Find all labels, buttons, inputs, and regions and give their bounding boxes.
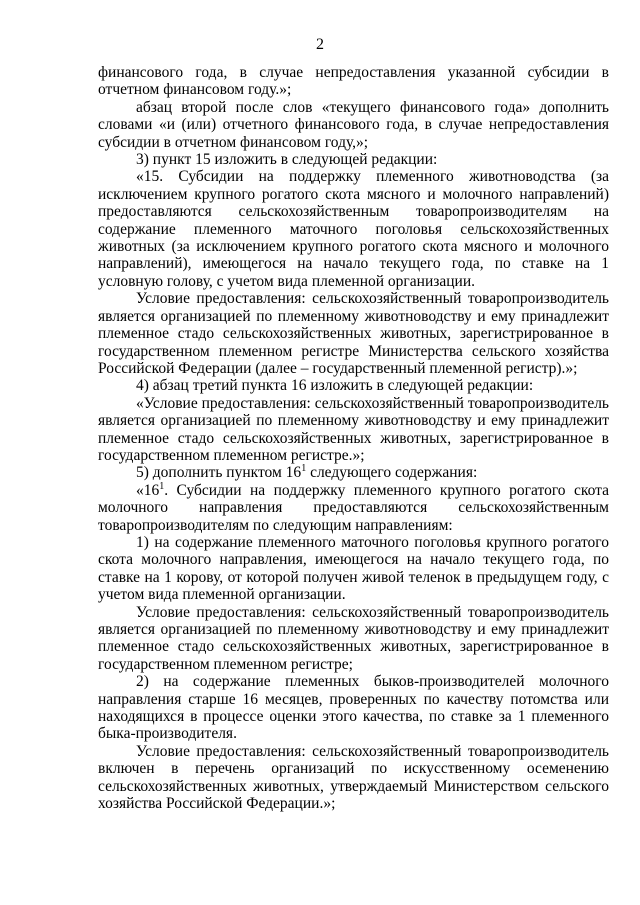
paragraph-text: Условие предоставления: сельскохозяйственный товаропроизводитель является организацией по племенному животноводству и ему принадлежит племенное стадо сельскохозяйственных животных, зарегистрированное в государственном племенном регистре; [98,603,609,673]
paragraph-text: 3) пункт 15 изложить в следующей редакции: [136,151,438,169]
paragraph-text: 2) на содержание племенных быков-производителей молочного направления старше 16 месяцев, проверенных по качеству потомства или находящихся в процессе оценки этого качества, по ставке за 1 племенного быка-производителя. [98,673,609,743]
superscript: 1 [159,480,165,492]
paragraph [98,151,609,168]
paragraph [98,64,609,99]
paragraph-text: абзац второй после слов «текущего финансового года» дополнить словами «и (или) отчетного финансового года, в случае непредоставления субсидии в отчетном финансовом году,»; [98,98,609,151]
paragraph [98,482,609,534]
paragraph [98,743,609,813]
paragraph-text: «Условие предоставления: сельскохозяйственный товаропроизводитель является организацией по племенному животноводству и ему принадлежит племенное стадо сельскохозяйственных животных, зарегистрированное в государственном племенном регистре.»; [98,394,609,464]
paragraph-text: . Субсидии на поддержку племенного крупного рогатого скота молочного направления предоставляются сельскохозяйственным товаропроизводителям по следующим направлениям: [98,481,609,534]
paragraph-text: Условие предоставления: сельскохозяйственный товаропроизводитель включен в перечень организаций по искусственному осеменению сельскохозяйственных животных, утверждаемый Министерством сельского хозяйства Российской Федерации.»; [98,742,609,813]
paragraph-text: финансового года, в случае непредоставления указанной субсидии в отчетном финансовом году.»; [98,64,609,99]
paragraph [98,290,609,377]
paragraph [98,673,609,743]
superscript: 1 [301,463,307,475]
paragraph-text: «15. Субсидии на поддержку племенного животноводства (за исключением крупного рогатого скота мясного и молочного направлений) предоставляются сельскохозяйственным товаропроизводителям на содержание племенного маточного поголовья сельскохозяйственных животных (за исключением крупного рогатого скота мясного и молочного направлений), имеющегося на начало текущего года, по ставке на 1 условную голову, с учетом вида племенной организации. [98,168,609,290]
paragraph-text: 5) дополнить пунктом 16 [136,464,302,482]
paragraph-text: 4) абзац третий пункта 16 изложить в следующей редакции: [136,377,534,395]
paragraph-text: «16 [136,481,160,499]
paragraph [98,534,609,604]
paragraph [98,464,609,481]
paragraph [98,168,609,290]
paragraph [98,395,609,465]
paragraph-text: Условие предоставления: сельскохозяйственный товаропроизводитель является организацией по племенному животноводству и ему принадлежит племенное стадо сельскохозяйственных животных, зарегистрированное в государственном племенном регистре Министерства сельского хозяйства Российской Федерации (далее – государственный племенной регистр).»; [98,290,609,377]
document-body [98,64,609,812]
paragraph [98,377,609,394]
page-number: 2 [316,36,324,53]
paragraph-text: следующего содержания: [306,464,478,482]
paragraph [98,604,609,674]
paragraph [98,99,609,151]
paragraph-text: 1) на содержание племенного маточного поголовья крупного рогатого скота молочного направления, имеющегося на начало текущего года, по ставке на 1 корову, от которой получен живой теленок в предыдущем году, с учетом вида племенной организации. [98,533,609,604]
